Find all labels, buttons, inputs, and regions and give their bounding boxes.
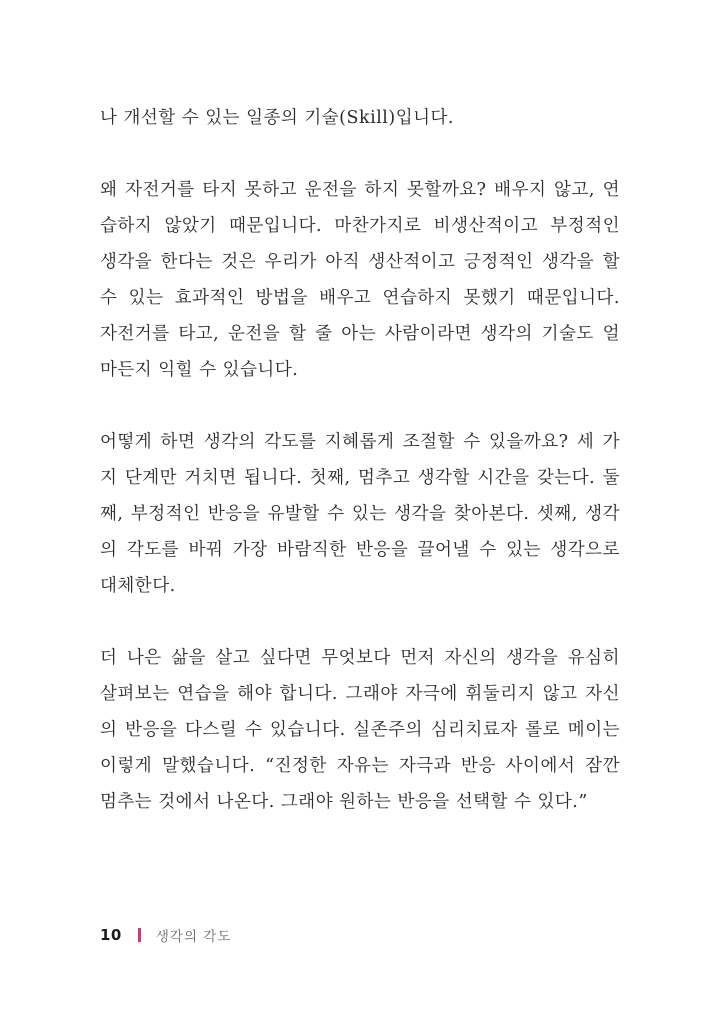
footer-divider <box>138 928 141 942</box>
body-text-line: 째, 부정적인 반응을 유발할 수 있는 생각을 찾아본다. 셋째, 생각 <box>100 504 620 524</box>
body-text-line: 더 나은 삶을 살고 싶다면 무엇보다 먼저 자신의 생각을 유심히 <box>100 648 620 668</box>
body-text-line: 이렇게 말했습니다. “진정한 자유는 자극과 반응 사이에서 잠깐 <box>100 756 620 776</box>
body-text-line: 의 각도를 바꿔 가장 바람직한 반응을 끌어낼 수 있는 생각으로 <box>100 540 620 560</box>
body-text-line: 수 있는 효과적인 방법을 배우고 연습하지 못했기 때문입니다. <box>100 288 620 308</box>
body-text-line: 자전거를 타고, 운전을 할 줄 아는 사람이라면 생각의 기술도 얼 <box>100 324 620 344</box>
body-text-line: 지 단계만 거치면 됩니다. 첫째, 멈추고 생각할 시간을 갖는다. 둘 <box>100 468 620 488</box>
body-text-line: 나 개선할 수 있는 일종의 기술(Skill)입니다. <box>100 108 454 128</box>
body-text-line: 생각을 한다는 것은 우리가 아직 생산적이고 긍정적인 생각을 할 <box>100 252 620 272</box>
page-footer <box>100 925 231 945</box>
footer-book-title: 생각의 각도 <box>155 929 232 945</box>
body-text-line: 어떻게 하면 생각의 각도를 지혜롭게 조절할 수 있을까요? 세 가 <box>100 432 620 452</box>
page-number: 10 <box>100 926 122 944</box>
paragraph <box>100 100 620 136</box>
body-text <box>100 100 620 820</box>
paragraph <box>100 172 620 388</box>
body-text-line: 의 반응을 다스릴 수 있습니다. 실존주의 심리치료자 롤로 메이는 <box>100 720 620 740</box>
body-text-line: 왜 자전거를 타지 못하고 운전을 하지 못할까요? 배우지 않고, 연 <box>100 180 620 200</box>
body-text-line: 대체한다. <box>100 576 176 596</box>
body-text-line: 마든지 익힐 수 있습니다. <box>100 360 299 380</box>
paragraph <box>100 424 620 604</box>
body-text-line: 살펴보는 연습을 해야 합니다. 그래야 자극에 휘둘리지 않고 자신 <box>100 684 620 704</box>
paragraph <box>100 640 620 820</box>
body-text-line: 습하지 않았기 때문입니다. 마찬가지로 비생산적이고 부정적인 <box>100 216 620 236</box>
body-text-line: 멈추는 것에서 나온다. 그래야 원하는 반응을 선택할 수 있다.” <box>100 792 588 812</box>
